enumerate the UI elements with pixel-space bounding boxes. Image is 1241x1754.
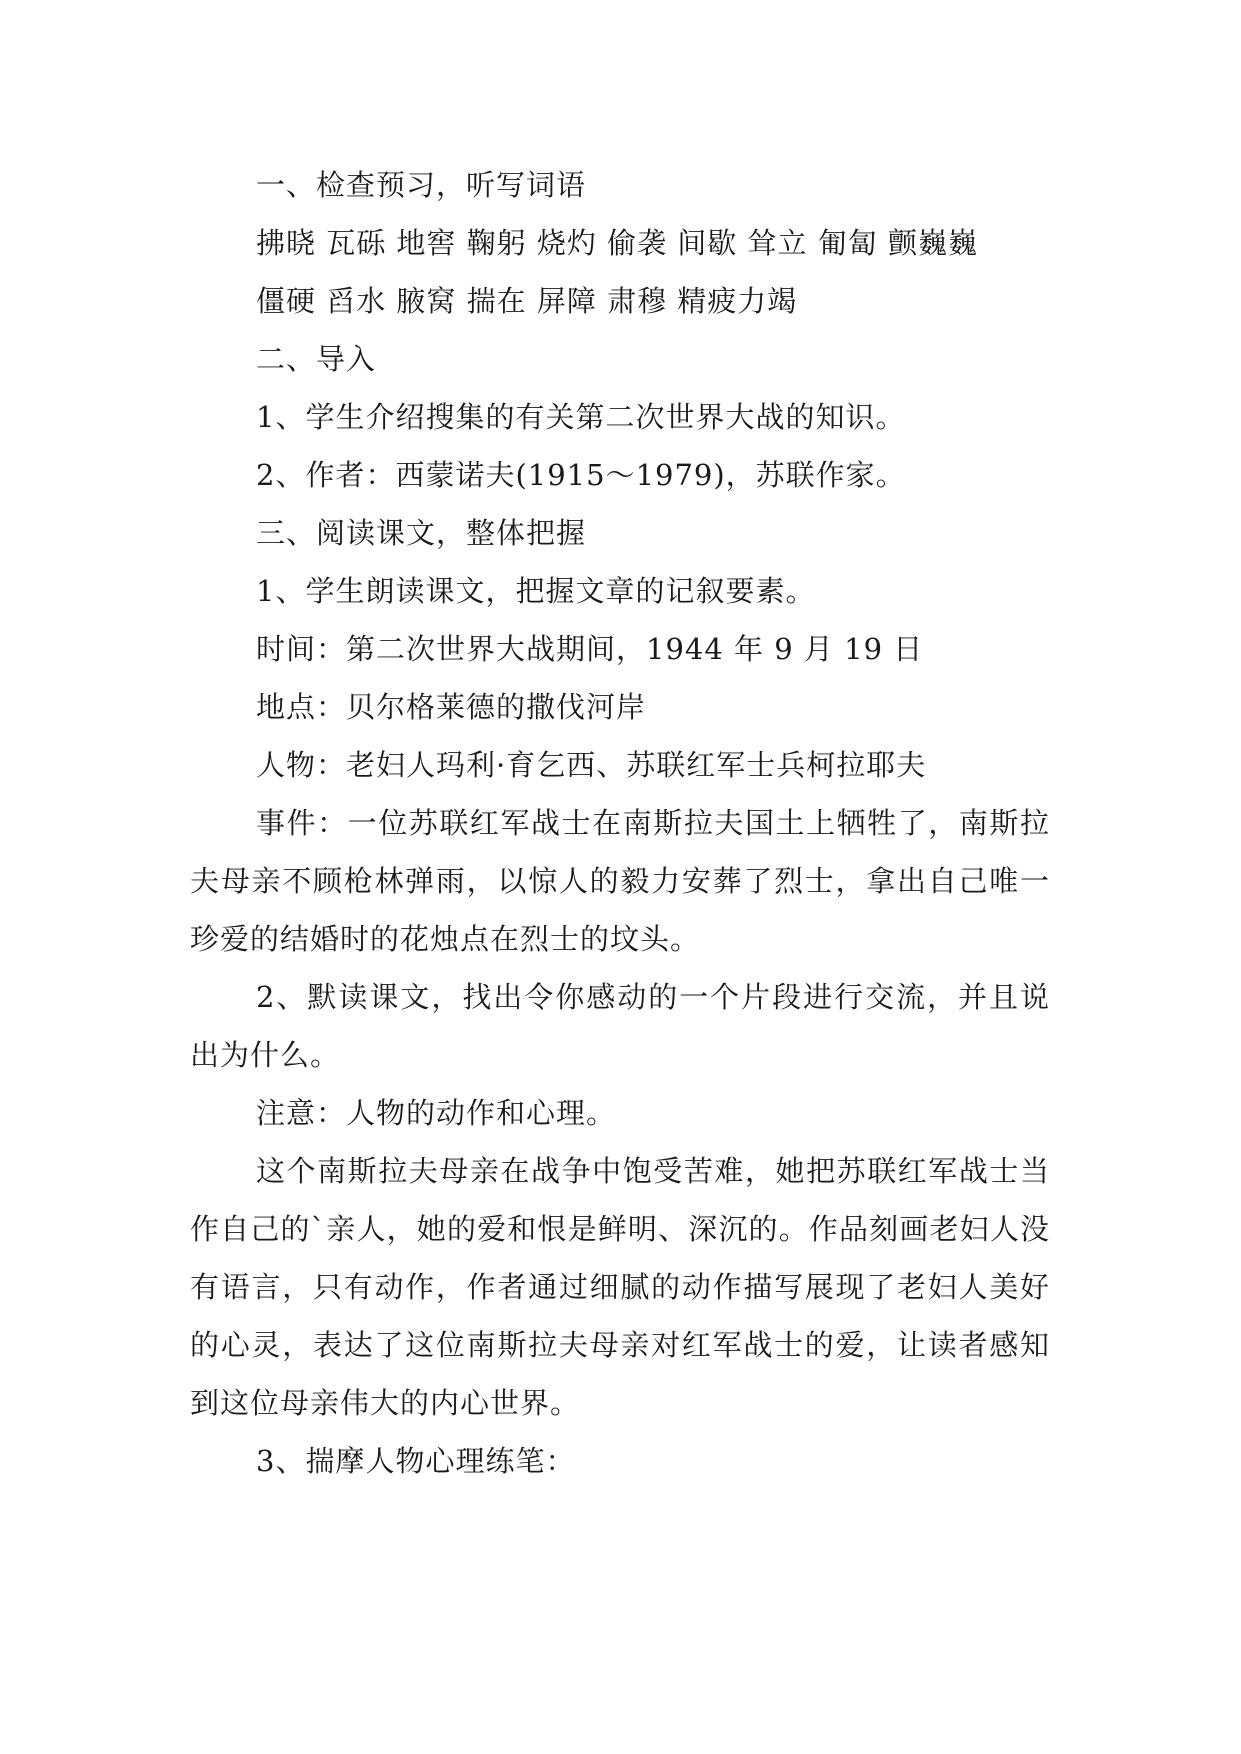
paragraph-characters: 人物：老妇人玛利·育乞西、苏联红军士兵柯拉耶夫 xyxy=(256,748,927,782)
list-item: 1、学生介绍搜集的有关第二次世界大战的知识。 xyxy=(256,400,906,434)
paragraph-event: 事件：一位苏联红军战士在南斯拉夫国土上牺牲了，南斯拉夫母亲不顾枪林弹雨，以惊人的毅力安葬了烈士，拿出自己唯一珍爱的结婚时的花烛点在烈士的坟头。 xyxy=(190,806,1050,956)
document-body xyxy=(190,156,1050,1490)
section-heading: 一、检查预习，听写词语 xyxy=(256,168,587,202)
list-item: 2、作者：西蒙诺夫(1915～1979)，苏联作家。 xyxy=(256,458,906,492)
paragraph-analysis: 这个南斯拉夫母亲在战争中饱受苦难，她把苏联红军战士当作自己的`亲人，她的爱和恨是鲜明、深沉的。作品刻画老妇人没有语言，只有动作，作者通过细腻的动作描写展现了老妇人美好的心灵，表达了这位南斯拉夫母亲对红军战士的爱，让读者感知到这位母亲伟大的内心世界。 xyxy=(190,1154,1050,1420)
paragraph-place: 地点：贝尔格莱德的撒伐河岸 xyxy=(256,690,647,724)
vocabulary-line: 僵硬 舀水 腋窝 揣在 屏障 肃穆 精疲力竭 xyxy=(256,284,798,318)
list-item: 1、学生朗读课文，把握文章的记叙要素。 xyxy=(256,574,816,608)
section-heading: 三、阅读课文，整体把握 xyxy=(256,516,587,550)
list-item: 2、默读课文，找出令你感动的一个片段进行交流，并且说出为什么。 xyxy=(190,980,1050,1072)
list-item: 3、揣摩人物心理练笔： xyxy=(256,1444,576,1478)
paragraph-time: 时间：第二次世界大战期间，1944 年 9 月 19 日 xyxy=(256,632,924,666)
paragraph-note: 注意：人物的动作和心理。 xyxy=(256,1096,617,1130)
vocabulary-line: 拂晓 瓦砾 地窖 鞠躬 烧灼 偷袭 间歇 耸立 匍匐 颤巍巍 xyxy=(256,226,978,260)
section-heading: 二、导入 xyxy=(256,342,377,376)
